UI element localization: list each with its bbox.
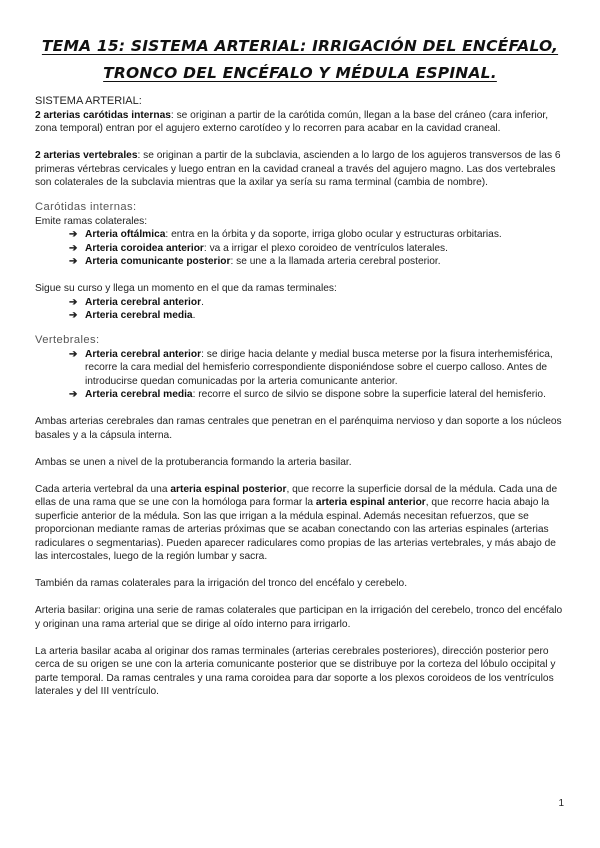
list-item <box>69 309 565 323</box>
paragraph-text: : se originan a partir de la subclavia, ascienden a lo largo de los agujeros transversos de las 6 primeras vértebras cervicales y luego entran en la cavidad craneal a través del agujero magno. Las dos vertebrales son colaterales de la subclavia mientras que la axilar ya sería su rama terminal (cambia de nombre). <box>35 150 561 188</box>
list-item <box>69 242 565 256</box>
title-line-2: TRONCO DEL ENCÉFALO Y MÉDULA ESPINAL. <box>103 64 497 82</box>
bold-term: Arteria cerebral media <box>85 310 193 321</box>
bold-term: 2 arterias carótidas internas <box>35 109 171 121</box>
paragraph-basilar: Arteria basilar: origina una serie de ramas colaterales que participan en la irrigación del cerebelo, tronco del encéfalo y originan una rama arterial que se dirige al oído interno para irrigarlo. <box>35 605 563 630</box>
list-text: : recorre el surco de silvio se dispone sobre la superficie lateral del hemisferio. <box>192 389 546 400</box>
list-text: : entra en la órbita y da soporte, irriga globo ocular y estructuras orbitarias. <box>165 229 502 240</box>
bold-term: Arteria cerebral anterior <box>85 348 202 360</box>
bold-term: arteria espinal anterior <box>315 497 426 508</box>
paragraph-tambien: También da ramas colaterales para la irrigación del tronco del encéfalo y cerebelo. <box>35 578 408 589</box>
carotidas-intro: Emite ramas colaterales: <box>35 215 148 227</box>
list-text: : va a irrigar el plexo coroideo de ventrículos laterales. <box>203 242 448 254</box>
bold-term: Arteria comunicante posterior <box>85 256 231 267</box>
arrow-icon: ➔ <box>69 389 78 400</box>
paragraph-ambas-2: Ambas se unen a nivel de la protuberancia formando la arteria basilar. <box>35 456 352 468</box>
paragraph-vertebrales <box>35 149 565 190</box>
vertebrales-list <box>35 348 565 402</box>
bold-term: Arteria cerebral anterior <box>85 296 202 308</box>
paragraph-carotidas <box>35 109 565 136</box>
title-line-1: TEMA 15: SISTEMA ARTERIAL: IRRIGACIÓN DEL ENCÉFALO, <box>41 37 559 55</box>
section-heading: SISTEMA ARTERIAL: <box>35 95 142 107</box>
bold-term: arteria espinal posterior <box>170 483 287 495</box>
list-item <box>69 296 565 310</box>
arrow-icon: ➔ <box>69 348 78 360</box>
arrow-icon: ➔ <box>69 310 78 321</box>
paragraph-espinal <box>35 483 565 564</box>
arrow-icon: ➔ <box>69 229 78 240</box>
paragraph-text: , que recorre la superficie dorsal de la médula. Cada una de ellas de una rama que se une con la homóloga para formar la <box>35 483 558 508</box>
paragraph-text: , que recorre hacia abajo la superficie anterior de la médula. Son las que irrigan a la médula espinal. Además necesitan refuerzos, que se proporcionan mediante ramas de arterias próximas que se acaban conectando con las arterias espinales (arterias radiculares o segmentarias). Pueden aparecer radiculares como propias de las arterias vertebrales, y más abajo de las intercostales, luego de la región lumbar y sacra. <box>35 497 556 562</box>
bold-term: Arteria oftálmica <box>85 229 166 240</box>
paragraph-text: Cada arteria vertebral da una <box>35 483 171 495</box>
bold-term: Arteria coroidea anterior <box>85 242 204 254</box>
list-text: . <box>201 296 204 308</box>
arrow-icon: ➔ <box>69 256 78 267</box>
vertebrales-label: Vertebrales: <box>35 333 100 346</box>
arrow-icon: ➔ <box>69 242 78 254</box>
list-item <box>69 348 565 389</box>
carotidas-terminal-list <box>35 296 565 323</box>
paragraph-basilar-2: La arteria basilar acaba al originar dos ramas terminales (arterias cerebrales posteriores), dirección posterior pero cerca de su origen se une con la arteria comunicante posterior que se distribuye por la corteza del lóbulo occipital y parte temporal. Da ramas centrales y una rama coroidea para dar soporte a los plexos coroideos de los ventrículos laterales y del III ventrículo. <box>35 645 556 697</box>
list-text: . <box>192 310 196 321</box>
carotidas-collateral-list <box>35 228 565 269</box>
list-text: : se dirige hacia delante y medial busca meterse por la fisura interhemisférica, recorre la cara medial del hemisferio correspondiente disponiéndose sobre el cuerpo calloso. Antes de introducirse quedan comunicadas por la arteria comunicante anterior. <box>85 348 553 387</box>
carotidas-intro-2: Sigue su curso y llega un momento en el que da ramas terminales: <box>35 283 337 294</box>
list-text: : se une a la llamada arteria cerebral posterior. <box>230 256 441 267</box>
paragraph-text: : se originan a partir de la carótida común, llegan a la base del cráneo (cara inferior, zona temporal) entran por el agujero externo carotídeo y lo recorren para acabar en la cavidad craneal. <box>35 109 549 134</box>
list-item <box>69 388 565 402</box>
list-item <box>69 255 565 269</box>
paragraph-ambas-1: Ambas arterias cerebrales dan ramas centrales que penetran en el parénquima nervioso y dan soporte a los núcleos basales y a la cápsula interna. <box>35 416 562 441</box>
bold-term: Arteria cerebral media <box>85 389 193 400</box>
page-number: 1 <box>558 798 564 809</box>
carotidas-label: Carótidas internas: <box>35 200 137 213</box>
document-body <box>35 95 565 699</box>
list-item <box>69 228 565 242</box>
bold-term: 2 arterias vertebrales <box>35 150 138 161</box>
arrow-icon: ➔ <box>69 296 78 308</box>
